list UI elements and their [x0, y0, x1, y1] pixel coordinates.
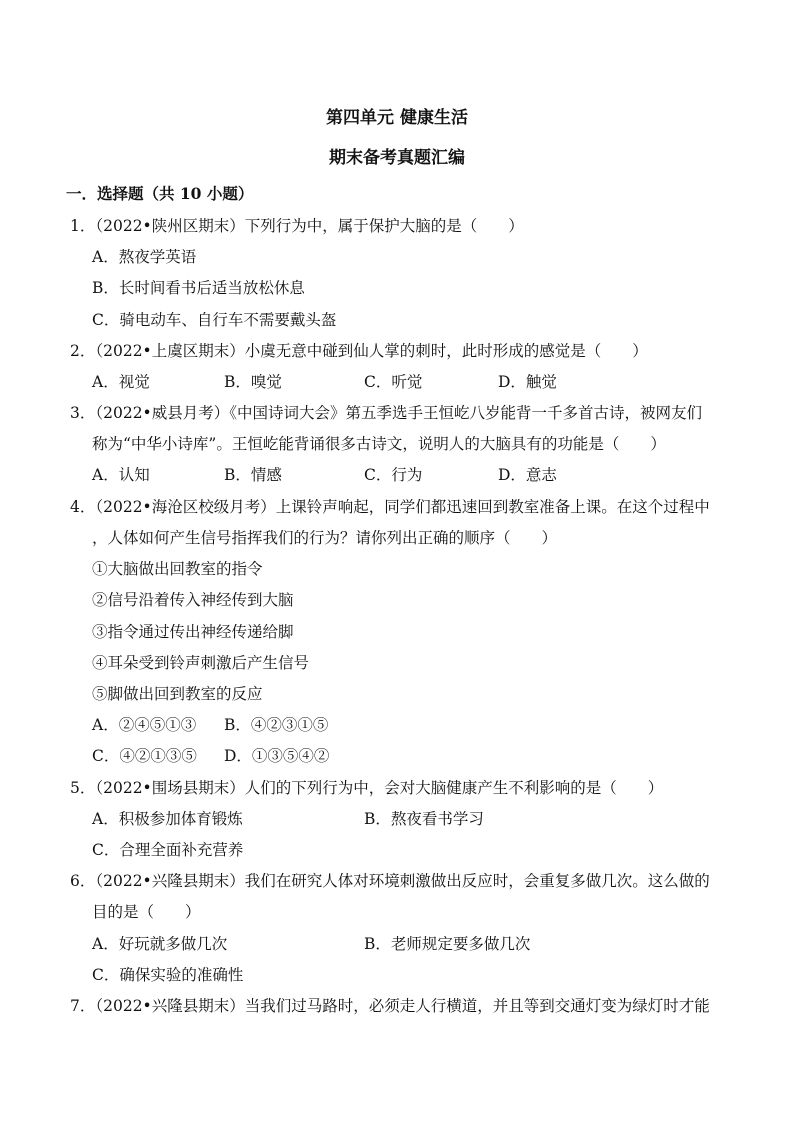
question-1-text: 1．（2022•陕州区期末）下列行为中，属于保护大脑的是（ ） — [70, 217, 524, 235]
question-4-step-5: ⑤脚做出回到教室的反应 — [92, 685, 263, 703]
question-4-option-b: B．④②③①⑤ — [224, 716, 329, 734]
question-4-text-cont: ，人体如何产生信号指挥我们的行为？请你列出正确的顺序（ ） — [92, 529, 558, 547]
question-4-option-a: A．②④⑤①③ — [92, 716, 197, 734]
question-3-option-a: A．认知 — [92, 466, 150, 484]
question-6-option-c: C．确保实验的准确性 — [92, 966, 244, 984]
question-6-text: 6．（2022•兴隆县期末）我们在研究人体对环境刺激做出反应时，会重复多做几次。这么做的 — [70, 872, 710, 890]
question-5-option-c: C．合理全面补充营养 — [92, 841, 244, 859]
question-2-option-d: D．触觉 — [498, 373, 557, 391]
question-4-option-d: D．①③⑤④② — [224, 747, 330, 765]
question-5-option-a: A．积极参加体育锻炼 — [92, 810, 243, 828]
question-7-text: 7．（2022•兴隆县期末）当我们过马路时，必须走人行横道，并且等到交通灯变为绿灯时才能 — [70, 997, 710, 1015]
question-4-step-1: ①大脑做出回教室的指令 — [92, 560, 263, 578]
question-2-option-c: C．听觉 — [364, 373, 423, 391]
question-4-step-4: ④耳朵受到铃声刺激后产生信号 — [92, 654, 310, 672]
question-6-option-b: B．老师规定要多做几次 — [364, 935, 531, 953]
question-5-text: 5．（2022•围场县期末）人们的下列行为中，会对大脑健康产生不利影响的是（ ） — [70, 779, 664, 797]
question-2-option-a: A．视觉 — [92, 373, 150, 391]
section-heading: 一．选择题（共 10 小题） — [66, 184, 254, 203]
question-4-text: 4．（2022•海沧区校级月考）上课铃声响起，同学们都迅速回到教室准备上课。在这个过程中 — [70, 498, 710, 516]
question-3-option-c: C．行为 — [364, 466, 423, 484]
question-3-text-cont: 称为“中华小诗库”。王恒屹能背诵很多古诗文，说明人的大脑具有的功能是（ ） — [92, 435, 666, 453]
question-3-option-d: D．意志 — [498, 466, 557, 484]
question-6-option-a: A．好玩就多做几次 — [92, 935, 228, 953]
question-1-option-b: B．长时间看书后适当放松休息 — [92, 279, 305, 297]
question-6-text-cont: 目的是（ ） — [92, 903, 201, 921]
question-3-option-b: B．情感 — [224, 466, 282, 484]
question-3-text: 3．（2022•威县月考）《中国诗词大会》第五季选手王恒屹八岁能背一千多首古诗，被网友们 — [70, 404, 702, 422]
question-2-text: 2．（2022•上虞区期末）小虞无意中碰到仙人掌的刺时，此时形成的感觉是（ ） — [70, 342, 648, 360]
question-1-option-c: C．骑电动车、自行车不需要戴头盔 — [92, 311, 337, 329]
page-subtitle: 期末备考真题汇编 — [329, 148, 465, 168]
question-4-option-c: C．④②①③⑤ — [92, 747, 197, 765]
question-5-option-b: B．熬夜看书学习 — [364, 810, 484, 828]
question-4-step-2: ②信号沿着传入神经传到大脑 — [92, 591, 294, 609]
question-1-option-a: A．熬夜学英语 — [92, 248, 197, 266]
question-2-option-b: B．嗅觉 — [224, 373, 282, 391]
page-title: 第四单元 健康生活 — [326, 108, 468, 128]
question-4-step-3: ③指令通过传出神经传递给脚 — [92, 623, 294, 641]
